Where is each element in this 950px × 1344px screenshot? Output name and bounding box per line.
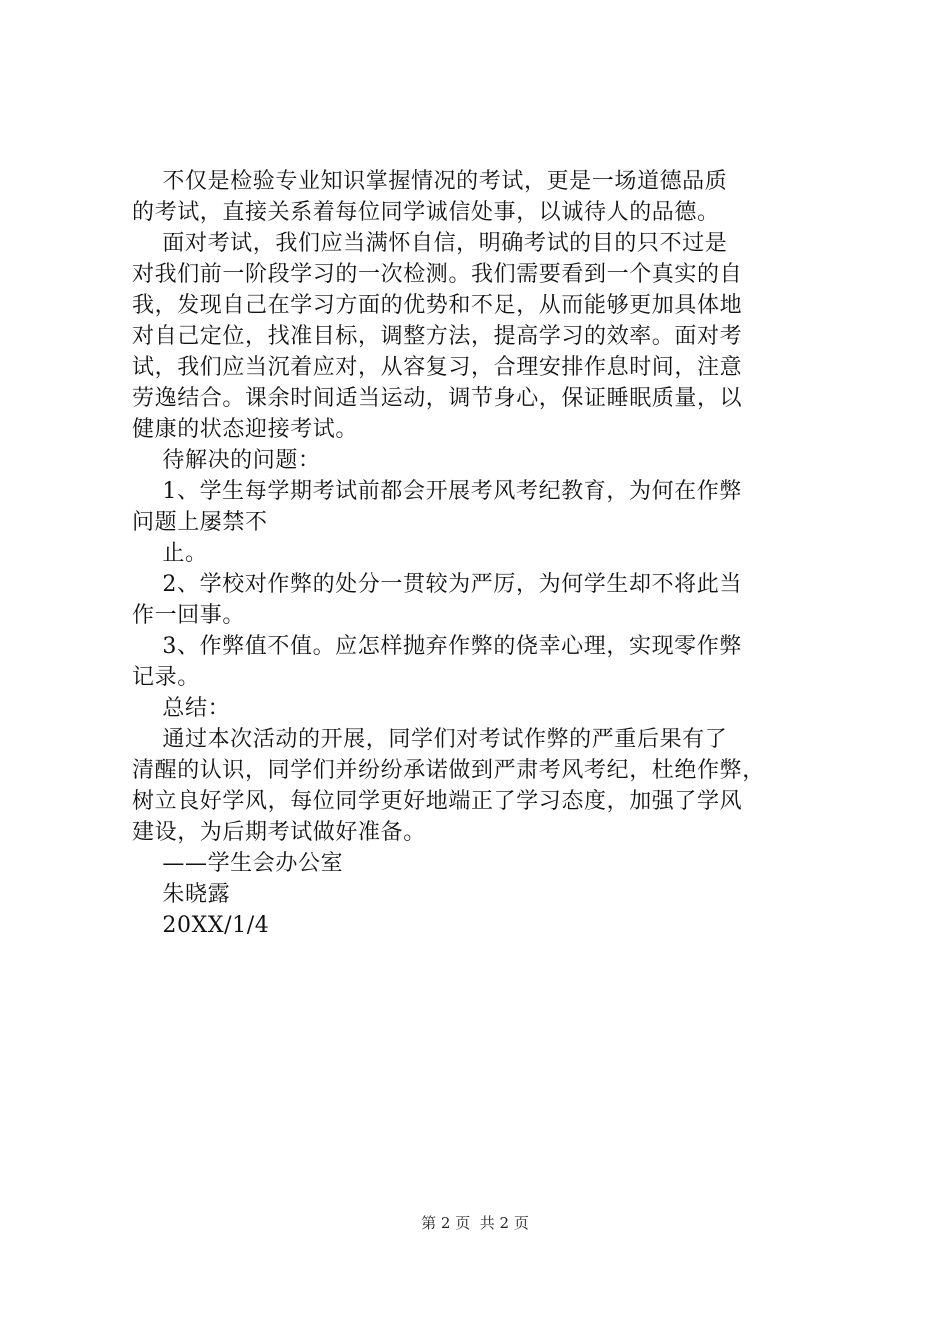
page-number-footer: 第 2 页 共 2 页: [421, 1214, 529, 1232]
text-line: 不仅是检验专业知识掌握情况的考试，更是一场道德品质: [132, 169, 728, 194]
text-line: 健康的状态迎接考试。: [132, 417, 359, 442]
signature-name: 朱晓露: [132, 882, 231, 907]
text-line: 对自己定位，找准目标，调整方法，提高学习的效率。面对考: [132, 324, 743, 349]
text-line: 对我们前一阶段学习的一次检测。我们需要看到一个真实的自: [132, 262, 743, 287]
section-heading: 总结：: [132, 696, 231, 721]
text-line: 的考试，直接关系着每位同学诚信处事，以诚待人的品德。: [132, 200, 720, 225]
text-line: 试，我们应当沉着应对，从容复习，合理安排作息时间，注意: [132, 355, 743, 380]
text-line: 树立良好学风，每位同学更好地端正了学习态度，加强了学风: [132, 789, 743, 814]
text-line: 面对考试，我们应当满怀自信，明确考试的目的只不过是: [132, 231, 728, 256]
text-line: 1、学生每学期考试前都会开展考风考纪教育，为何在作弊: [132, 479, 742, 504]
text-line: 3、作弊值不值。应怎样抛弃作弊的侥幸心理，实现零作弊: [132, 634, 742, 659]
text-line: 问题上屡禁不: [132, 510, 268, 535]
signature-date: 20XX/1/4: [132, 913, 270, 938]
text-line: 止。: [132, 541, 208, 566]
text-line: 2、学校对作弊的处分一贯较为严厉，为何学生却不将此当: [132, 572, 742, 597]
signature-org: ——学生会办公室: [132, 851, 344, 876]
text-line: 记录。: [132, 665, 200, 690]
text-line: 劳逸结合。课余时间适当运动，调节身心，保证睡眠质量，以: [132, 386, 743, 411]
text-line: 作一回事。: [132, 603, 246, 628]
text-line: 我，发现自己在学习方面的优势和不足，从而能够更加具体地: [132, 293, 743, 318]
document-body: [132, 166, 832, 941]
section-heading: 待解决的问题：: [132, 448, 321, 473]
text-line: 通过本次活动的开展，同学们对考试作弊的严重后果有了: [132, 727, 728, 752]
text-line: 建设，为后期考试做好准备。: [132, 820, 426, 845]
text-line: 清醒的认识，同学们并纷纷承诺做到严肃考风考纪，杜绝作弊，: [132, 758, 765, 783]
